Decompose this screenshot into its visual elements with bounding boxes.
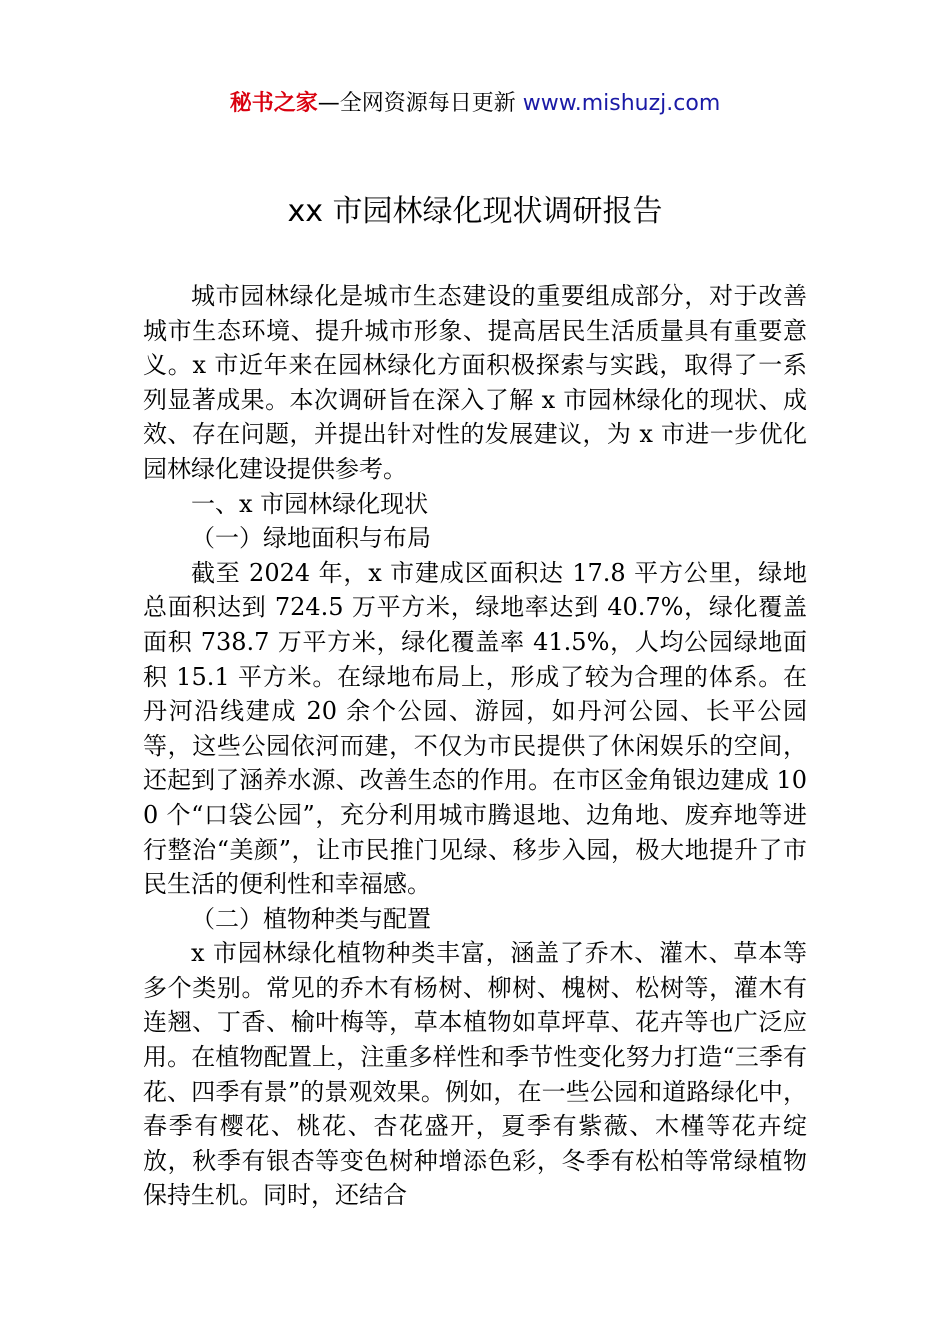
site-brand: 秘书之家 xyxy=(229,91,318,116)
paragraph-green-area: 截至 2024 年，x 市建成区面积达 17.8 平方公里，绿地总面积达到 724.5 万平方米，绿地率达到 40.7%，绿化覆盖面积 738.7 万平方米，绿化覆盖率 41.5%，人均公园绿地面积 15.1 平方米。在绿地布局上，形成了较为合理的体系。在丹河沿线建成 20 余个公园、游园，如丹河公园、长平公园等，这些公园依河而建，不仅为市民提供了休闲娱乐的空间，还起到了涵养水源、改善生态的作用。在市区金角银边建成 100 个“口袋公园”，充分利用城市腾退地、边角地、废弃地等进行整治“美颜”，让市民推门见绿、移步入园，极大地提升了市民生活的便利性和幸福感。 xyxy=(143,558,807,899)
document-body xyxy=(143,279,807,1213)
document-title: xx 市园林绿化现状调研报告 xyxy=(287,194,663,229)
site-header xyxy=(0,88,950,120)
section-heading-1: 一、x 市园林绿化现状 xyxy=(191,489,429,518)
site-tagline: —全网资源每日更新 xyxy=(317,91,523,116)
subsection-heading-2: （二）植物种类与配置 xyxy=(191,904,431,933)
site-url-link[interactable]: www.mishuzj.com xyxy=(522,91,721,116)
paragraph-plant-species: x 市园林绿化植物种类丰富，涵盖了乔木、灌木、草本等多个类别。常见的乔木有杨树、柳树、槐树、松树等，灌木有连翘、丁香、榆叶梅等，草本植物如草坪草、花卉等也广泛应用。在植物配置上，注重多样性和季节性变化努力打造“三季有花、四季有景”的景观效果。例如，在一些公园和道路绿化中，春季有樱花、桃花、杏花盛开，夏季有紫薇、木槿等花卉绽放，秋季有银杏等变色树种增添色彩，冬季有松柏等常绿植物保持生机。同时，还结合 xyxy=(143,939,807,1210)
paragraph-intro: 城市园林绿化是城市生态建设的重要组成部分，对于改善城市生态环境、提升城市形象、提高居民生活质量具有重要意义。x 市近年来在园林绿化方面积极探索与实践，取得了一系列显著成果。本次调研旨在深入了解 x 市园林绿化的现状、成效、存在问题，并提出针对性的发展建议，为 x 市进一步优化园林绿化建设提供参考。 xyxy=(143,282,807,483)
subsection-heading-1: （一）绿地面积与布局 xyxy=(191,524,431,553)
